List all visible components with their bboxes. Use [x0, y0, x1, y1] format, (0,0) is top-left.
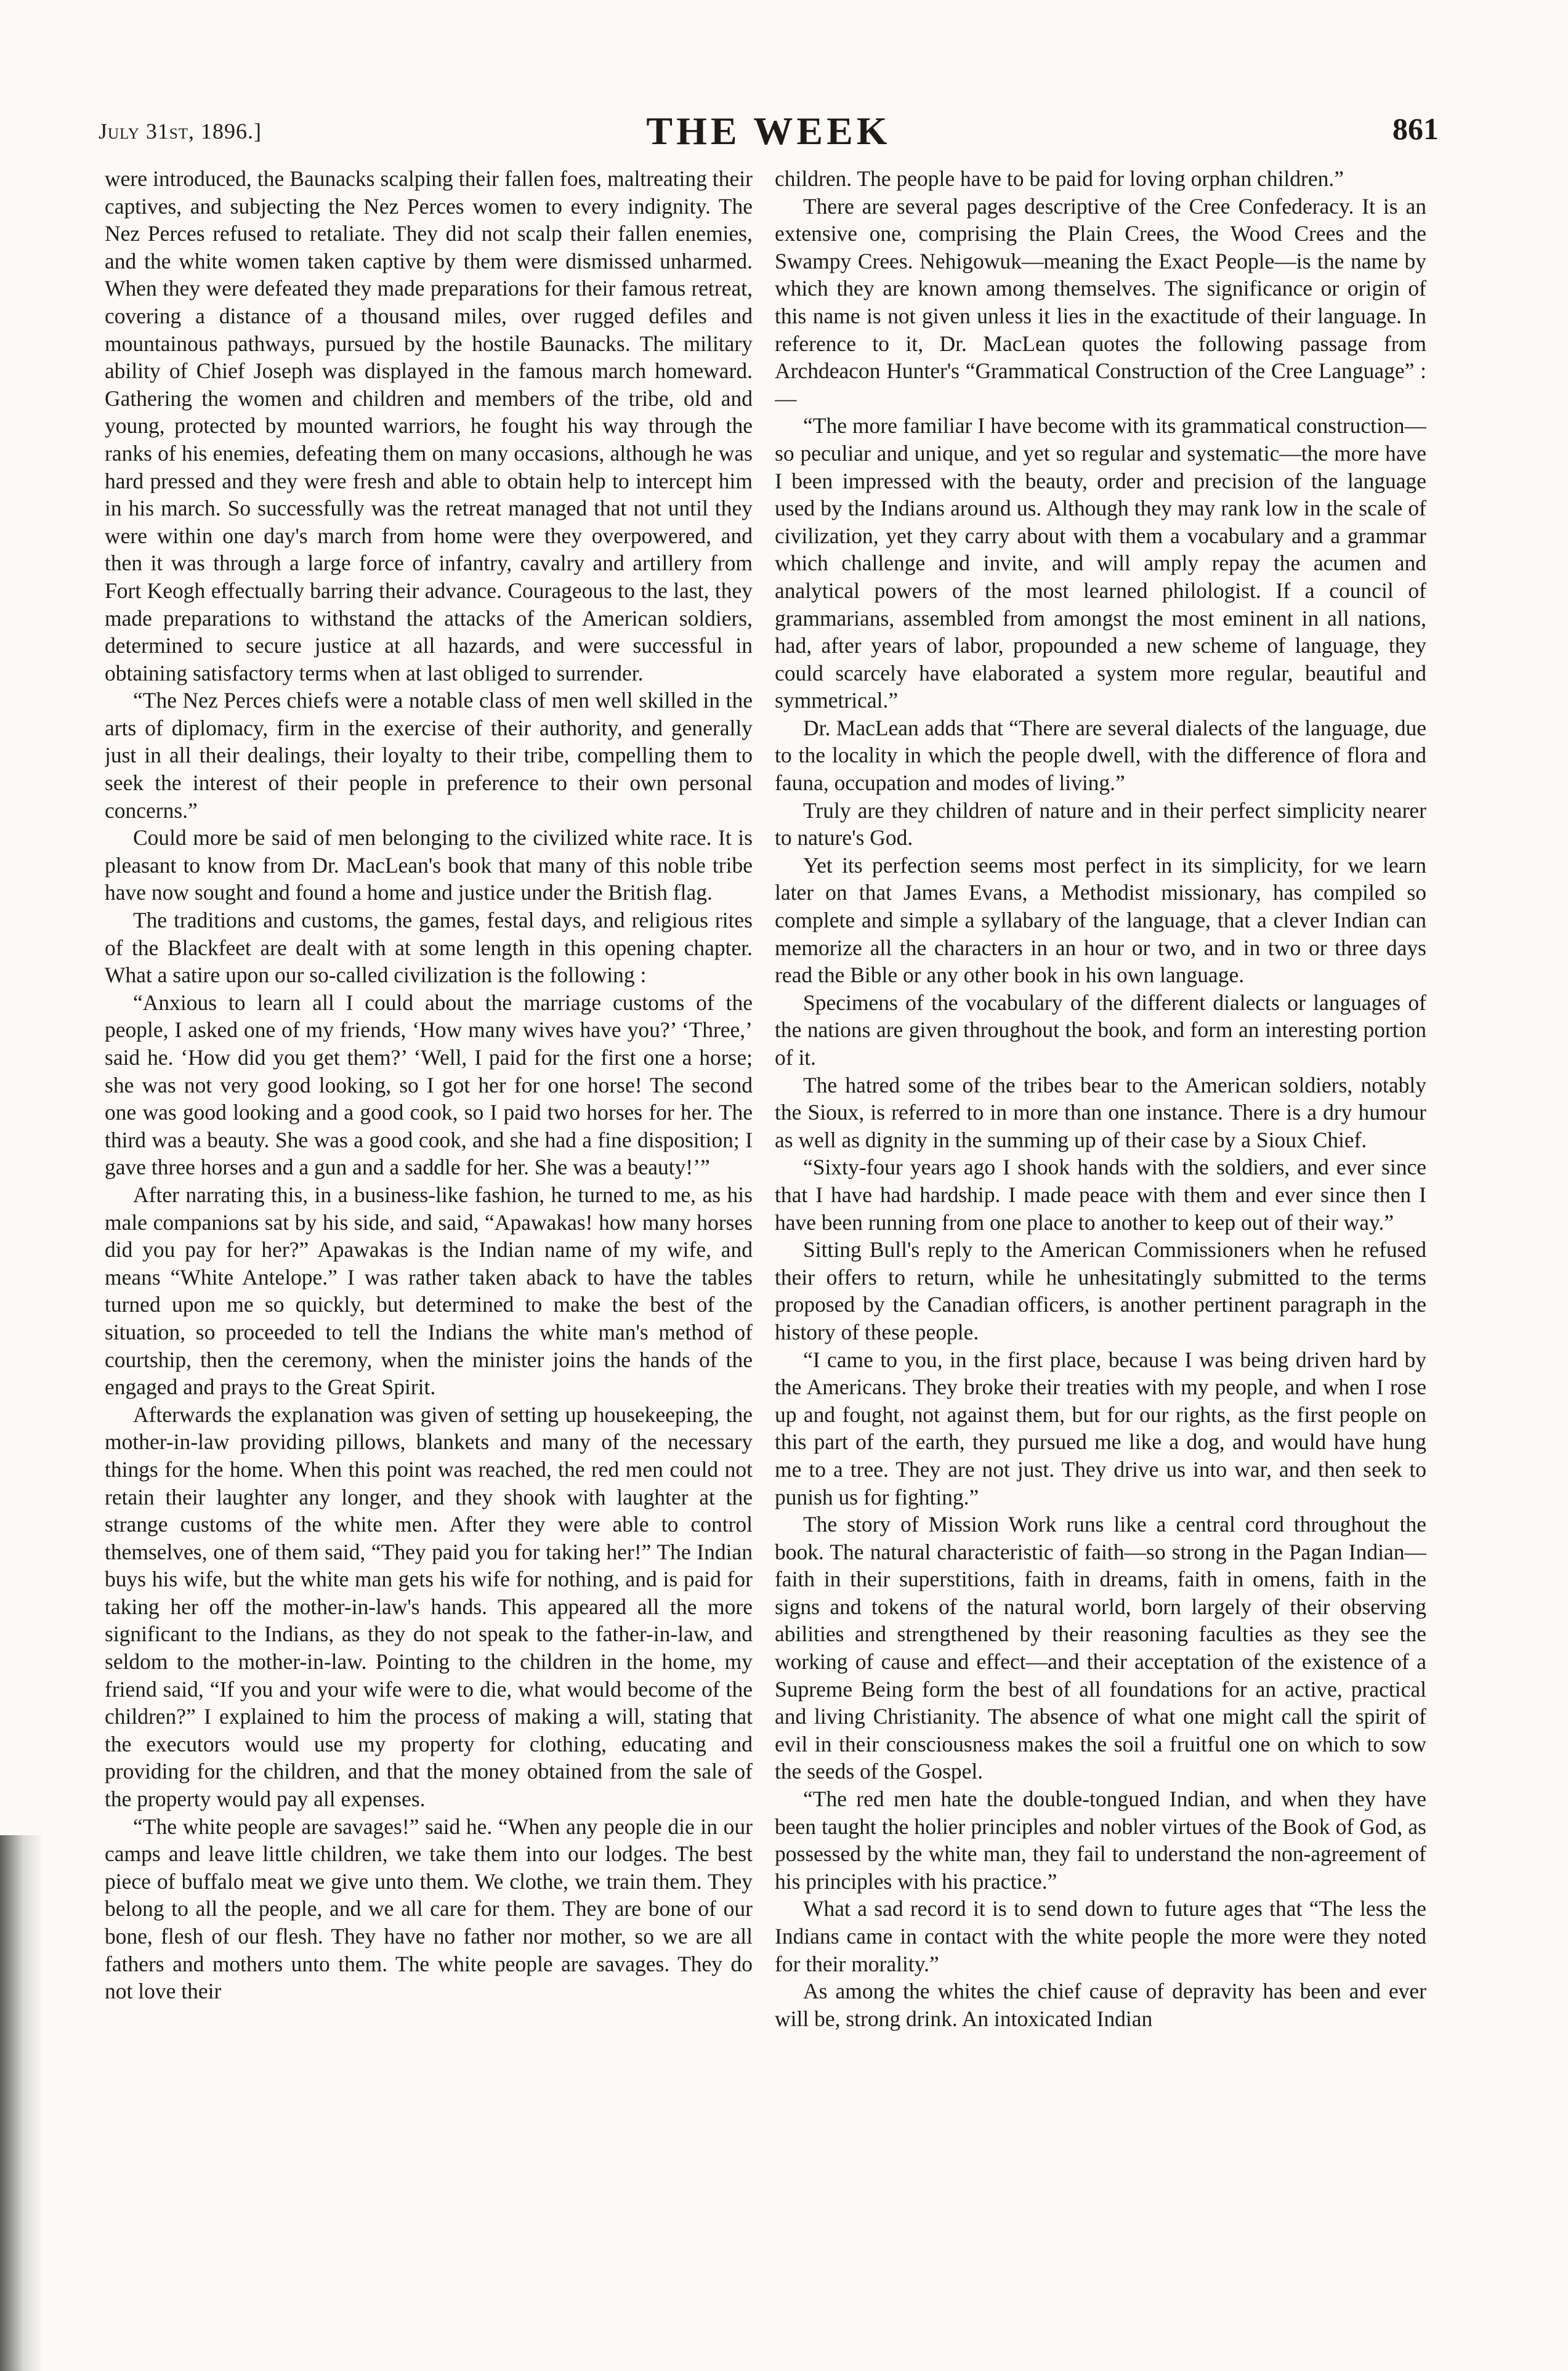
paragraph: Afterwards the explanation was given of setting up housekeeping, the mother-in-law providing pillows, blankets and many of the necessary things for the home. When this point was reached, the red men could not retain their laughter any longer, and they shook with laughter at the strange customs of the white men. After they were able to control themselves, one of them said, “They paid you for taking her!” The Indian buys his wife, but the white man gets his wife for nothing, and is paid for taking her off the mother-in-law's hands. This appeared all the more significant to the Indians, as they do not speak to the father-in-law, and seldom to the mother-in-law. Pointing to the children in the home, my friend said, “If you and your wife were to die, what would become of the children?” I explained to him the process of making a will, stating that the executors would use my property for clothing, educating and providing for the children, and that the money obtained from the sale of the property would pay all expenses. [105, 1402, 753, 1812]
paragraph: “The Nez Perces chiefs were a notable class of men well skilled in the arts of diplomacy, firm in the exercise of their authority, and generally just in all their dealings, their loyalty to their tribe, compelling them to seek the interest of their people in preference to their own personal concerns.” [105, 688, 753, 823]
paragraph: Yet its perfection seems most perfect in its simplicity, for we learn later on that James Evans, a Methodist missionary, has compiled so complete and simple a syllabary of the language, that a clever Indian can memorize all the characters in an hour or two, and in two or three days read the Bible or any other book in his own language. [775, 852, 1426, 988]
paragraph: After narrating this, in a business-like fashion, he turned to me, as his male companions sat by his side, and said, “Apawakas! how many horses did you pay for her?” Apawakas is the Indian name of my wife, and means “White Antelope.” I was rather taken aback to have the tables turned upon me so quickly, but determined to make the best of the situation, so proceeded to tell the Indians the white man's method of courtship, then the ceremony, when the minister joins the hands of the engaged and prays to the Great Spirit. [105, 1182, 753, 1400]
paragraph: children. The people have to be paid for loving orphan children.” [775, 166, 1344, 191]
paragraph: Specimens of the vocabulary of the different dialects or languages of the nations are given throughout the book, and form an interesting portion of it. [775, 990, 1426, 1070]
paragraph: Truly are they children of nature and in their perfect simplicity nearer to nature's God. [775, 798, 1426, 850]
paragraph: “I came to you, in the first place, because I was being driven hard by the Americans. They broke their treaties with my people, and when I rose up and fought, not against them, but for our rights, as the first people on this part of the earth, they pursued me like a dog, and would have hung me to a tree. They are not just. They drive us into war, and then seek to punish us for fighting.” [775, 1347, 1426, 1509]
paragraph: As among the whites the chief cause of depravity has been and ever will be, strong drink. An intoxicated Indian [775, 1979, 1426, 2031]
publication-title: THE WEEK [646, 109, 891, 153]
paragraph: Dr. MacLean adds that “There are several dialects of the language, due to the locality in which the people dwell, with the difference of flora and fauna, occupation and modes of living.” [775, 715, 1426, 796]
paragraph: There are several pages descriptive of the Cree Confederacy. It is an extensive one, comprising the Plain Crees, the Wood Crees and the Swampy Crees. Nehigowuk—meaning the Exact People—is the name by which they are known among themselves. The significance or origin of this name is not given unless it lies in the exactitude of their language. In reference to it, Dr. MacLean quotes the following passage from Archdeacon Hunter's “Grammatical Construction of the Cree Language” :— [775, 193, 1426, 411]
paragraph: Could more be said of men belonging to the civilized white race. It is pleasant to know from Dr. MacLean's book that many of this noble tribe have now sought and found a home and justice under the British flag. [105, 825, 753, 905]
paragraph: were introduced, the Baunacks scalping their fallen foes, maltreating their captives, and subjecting the Nez Perces women to every indignity. The Nez Perces refused to retaliate. They did not scalp their fallen enemies, and the white women taken captive by them were dismissed unharmed. When they were defeated they made preparations for their famous retreat, covering a distance of a thousand miles, over rugged defiles and mountainous pathways, pursued by the hostile Baunacks. The military ability of Chief Joseph was displayed in the famous march homeward. Gathering the women and children and members of the tribe, old and young, protected by mounted warriors, he fought his way through the ranks of his enemies, defeating them on many occasions, although he was hard pressed and they were fresh and able to obtain help to intercept him in his march. So successfully was the retreat managed that not until they were within one day's march from home were they overpowered, and then it was through a large force of infantry, cavalry and artillery from Fort Keogh effectually barring their advance. Courageous to the last, they made preparations to withstand the attacks of the American soldiers, determined to secure justice at all hazards, and were successful in obtaining satisfactory terms when at last obliged to surrender. [105, 166, 753, 685]
paragraph: Sitting Bull's reply to the American Commissioners when he refused their offers to return, while he unhesitatingly submitted to the terms proposed by the Canadian officers, is another pertinent paragraph in the history of these people. [775, 1237, 1426, 1344]
paragraph: “The more familiar I have become with its grammatical construction—so peculiar and unique, and yet so regular and systematic—the more have I been impressed with the beauty, order and precision of the language used by the Indians around us. Although they may rank low in the scale of civilization, yet they carry about with them a vocabulary and a grammar which challenge and invite, and will amply repay the acumen and analytical powers of the most learned philologist. If a council of grammarians, assembled from amongst the most eminent in all nations, had, after years of labor, propounded a new scheme of language, they could scarcely have elaborated a system more regular, beautiful and symmetrical.” [775, 413, 1426, 713]
right-column [775, 165, 1426, 2357]
paragraph: What a sad record it is to send down to future ages that “The less the Indians came in contact with the white people the more were they noted for their morality.” [775, 1896, 1426, 1976]
paragraph: The hatred some of the tribes bear to the American soldiers, notably the Sioux, is referred to in more than one instance. There is a dry humour as well as dignity in the summing up of their case by a Sioux Chief. [775, 1072, 1426, 1152]
paragraph: The traditions and customs, the games, festal days, and religious rites of the Blackfeet are dealt with at some length in this opening chapter. What a satire upon our so-called civilization is the following : [105, 908, 753, 988]
paragraph: “The white people are savages!” said he. “When any people die in our camps and leave little children, we take them into our lodges. The best piece of buffalo meat we give unto them. We clothe, we train them. They belong to all the people, and we all care for them. They are bone of our bone, flesh of our flesh. They have no father nor mother, so we are all fathers and mothers unto them. The white people are savages. They do not love their [105, 1814, 753, 2004]
paragraph: “Sixty-four years ago I shook hands with the soldiers, and ever since that I have had hardship. I made peace with them and ever since then I have been running from one place to another to keep out of their way.” [775, 1155, 1426, 1235]
paragraph: The story of Mission Work runs like a central cord throughout the book. The natural characteristic of faith—so strong in the Pagan Indian—faith in their superstitions, faith in dreams, faith in omens, faith in the signs and tokens of the natural world, born largely of their observing abilities and strengthened by their reasoning faculties as they see the working of cause and effect—and their acceptation of the existence of a Supreme Being form the best of all foundations for an active, practical and living Christianity. The absence of what one might call the spirit of evil in their consciousness makes the soil a fruitful one on which to sow the seeds of the Gospel. [775, 1512, 1426, 1784]
issue-date: July 31st, 1896.] [99, 119, 262, 143]
paragraph: “Anxious to learn all I could about the marriage customs of the people, I asked one of my friends, ‘How many wives have you?’ ‘Three,’ said he. ‘How did you get them?’ ‘Well, I paid for the first one a horse; she was not very good looking, so I got her for one horse! The second one was good looking and a good cook, so I paid two horses for her. The third was a beauty. She was a good cook, and she had a fine disposition; I gave three horses and a gun and a saddle for her. She was a beauty!’” [105, 990, 753, 1180]
left-column [105, 165, 753, 2357]
paragraph: “The red men hate the double-tongued Indian, and when they have been taught the holier principles and nobler virtues of the Book of God, as possessed by the white man, they fail to understand the non-agreement of his principles with his practice.” [775, 1787, 1426, 1894]
page-number: 861 [1392, 111, 1439, 146]
binding-edge-shadow [0, 1835, 43, 2371]
page-header [99, 105, 1439, 160]
